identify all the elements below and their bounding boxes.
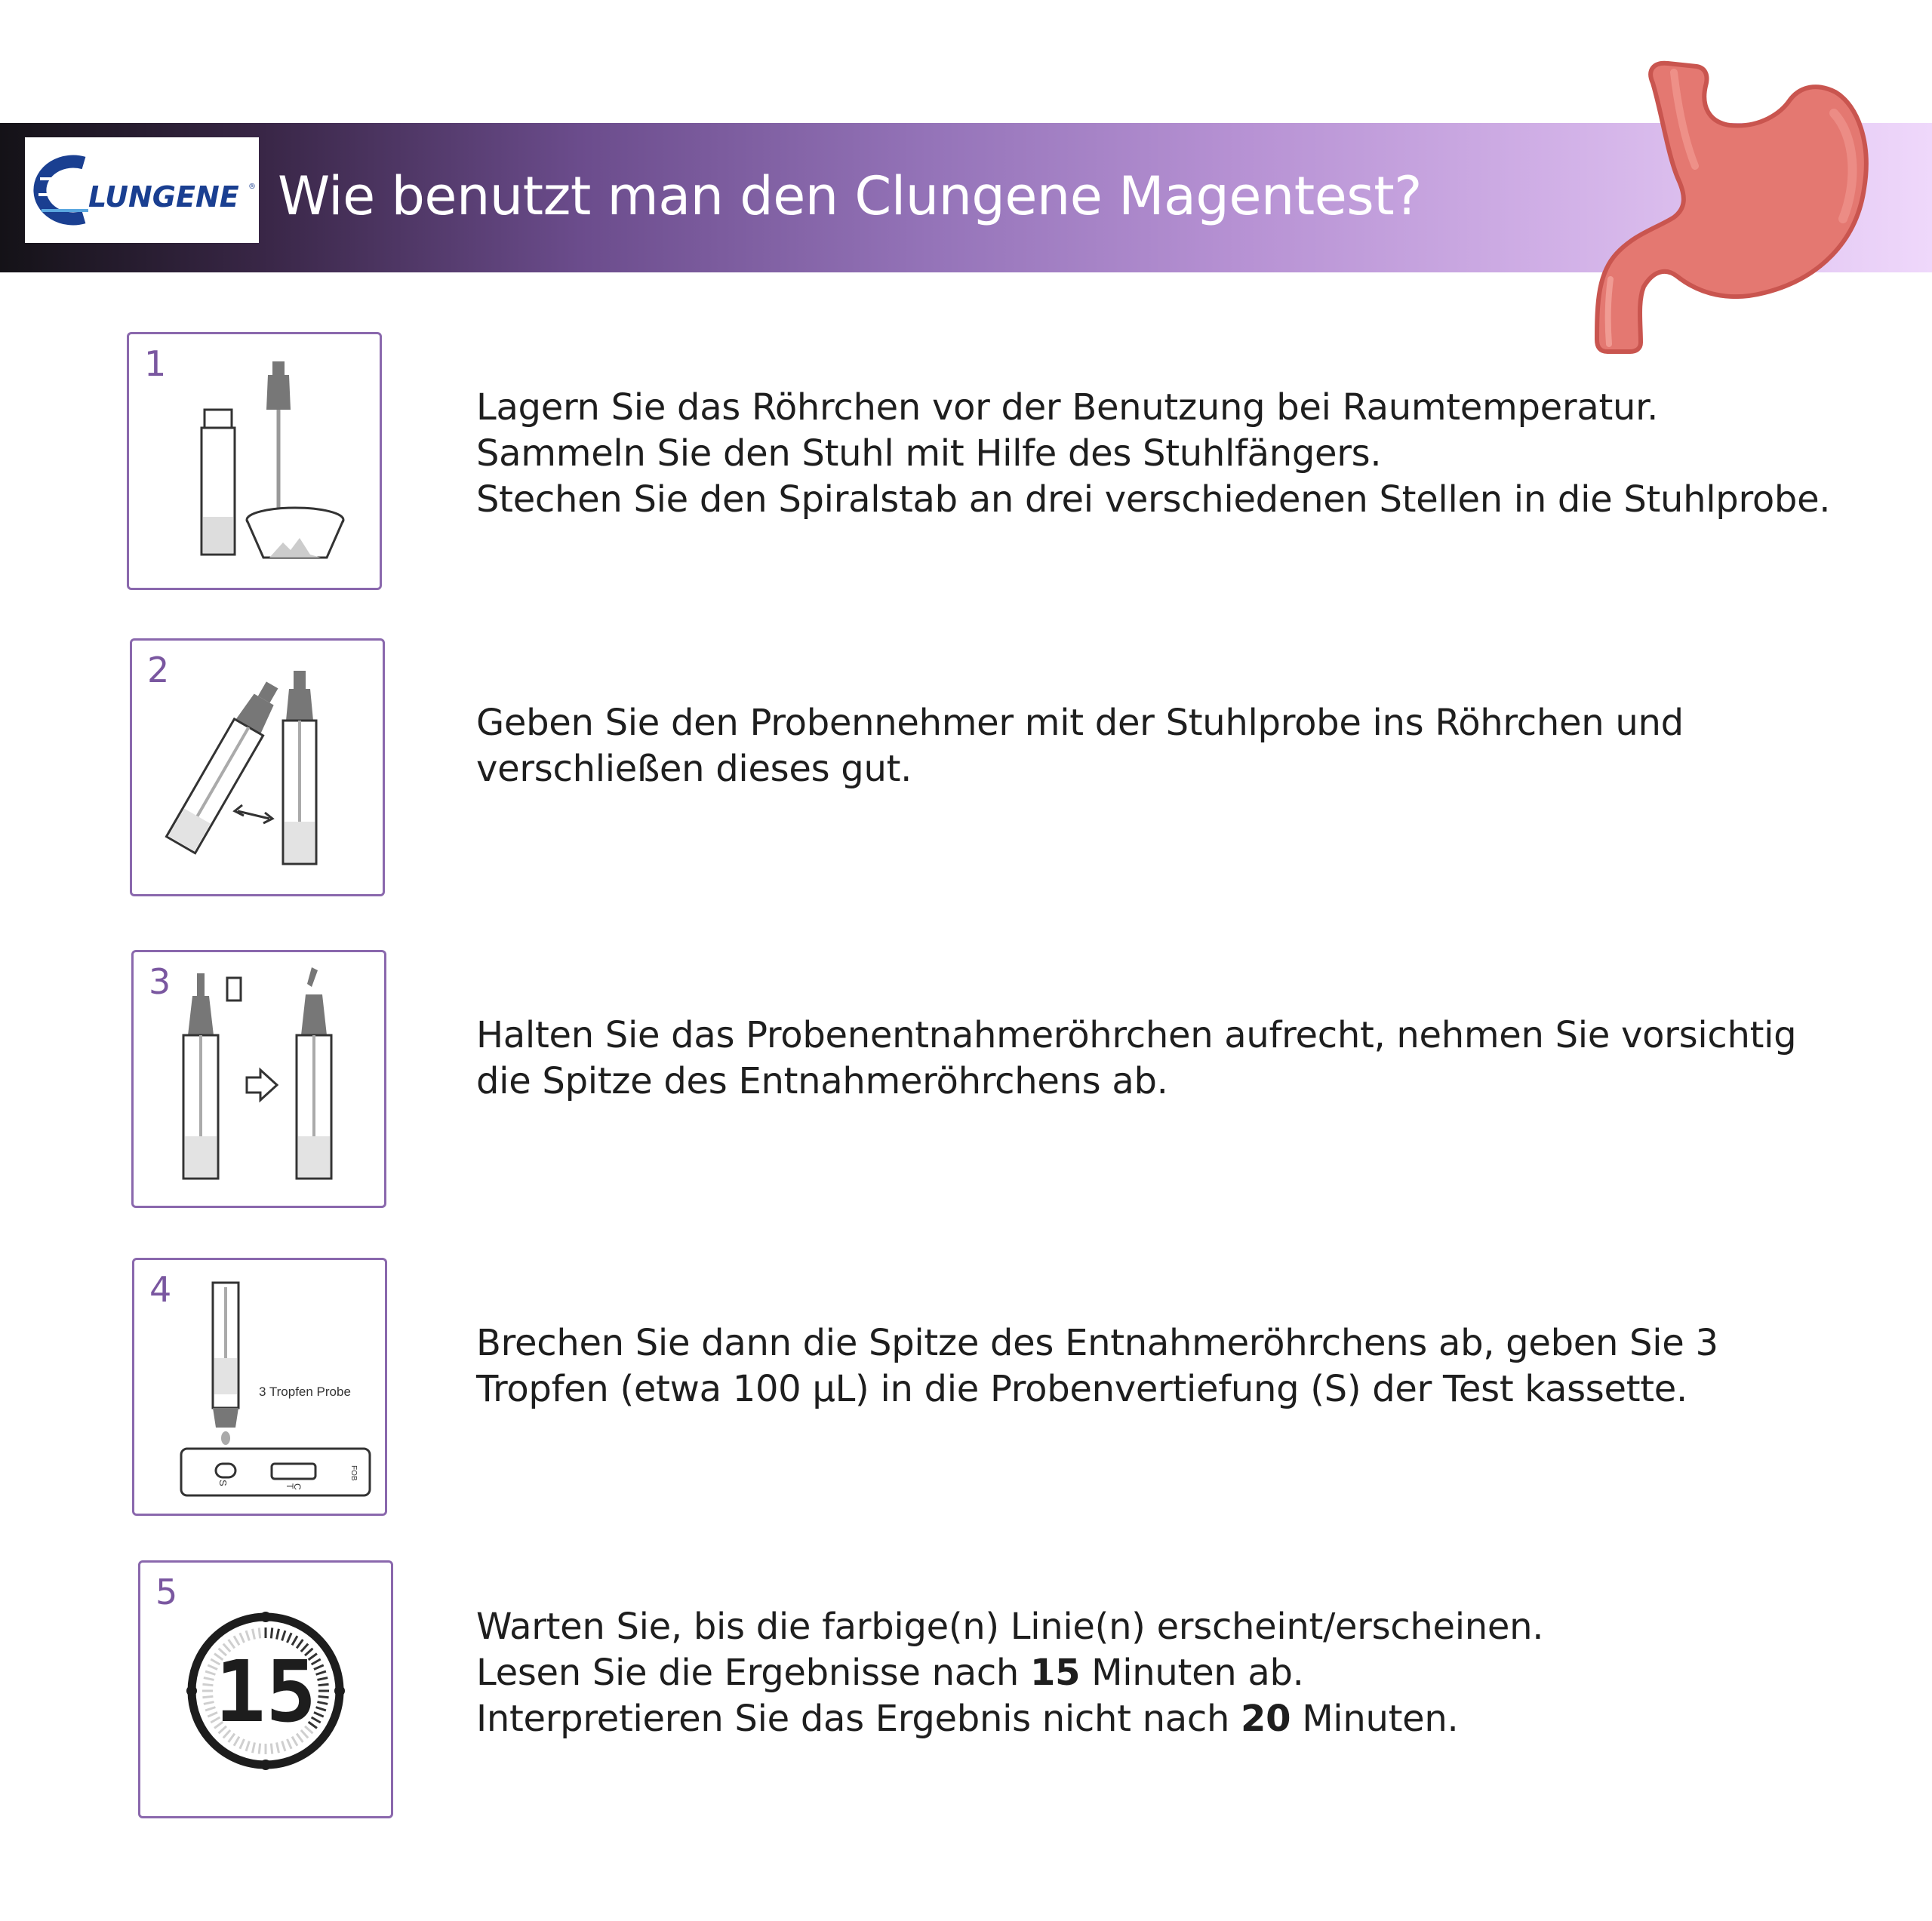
- step-number: 4: [149, 1269, 172, 1310]
- logo-text: LUNGENE: [88, 180, 239, 214]
- timer-marker: [260, 1612, 271, 1622]
- timer-tick: [259, 1627, 260, 1638]
- step-2-text: Geben Sie den Probennehmer mit der Stuhlprobe ins Röhrchen und verschließen dieses gut.: [476, 702, 1684, 790]
- timer-tick: [271, 1627, 272, 1638]
- step-3-text: Halten Sie das Probenentnahmeröhrchen aufrecht, nehmen Sie vorsichtig die Spitze des Entnahmeröhrchens ab.: [476, 1014, 1797, 1102]
- timer-tick: [271, 1744, 272, 1754]
- step-number: 3: [149, 961, 171, 1002]
- svg-text:®: ®: [248, 183, 256, 191]
- apply-drops-icon: [134, 1260, 385, 1514]
- remove-tip-icon: [134, 952, 384, 1206]
- max-time: 20: [1241, 1698, 1291, 1740]
- step-1-text: Lagern Sie das Röhrchen vor der Benutzung bei Raumtemperatur. Sammeln Sie den Stuhl mit Hilfe des Stuhlfängers. Stechen Sie den Spiralstab an drei verschiedenen Stellen in die Stuhlprobe.: [476, 386, 1831, 521]
- timer-marker: [186, 1686, 197, 1696]
- step-4-illustration: [132, 1258, 387, 1516]
- timer-marker: [334, 1686, 345, 1696]
- read-time: 15: [1030, 1652, 1081, 1694]
- test-line-label: T: [285, 1483, 295, 1489]
- logo-mark-icon: [25, 137, 259, 243]
- clungene-logo: [25, 137, 259, 243]
- timer-tick: [202, 1696, 213, 1697]
- control-line-label: C: [292, 1483, 303, 1490]
- timer-marker: [260, 1760, 271, 1770]
- step-2-illustration: [130, 638, 385, 896]
- step-1-illustration: [127, 332, 382, 590]
- step-4-text: Brechen Sie dann die Spitze des Entnahmeröhrchens ab, geben Sie 3 Tropfen (etwa 100 µL) in die Probenvertiefung (S) der Test kassette.: [476, 1322, 1718, 1410]
- sample-well-label: S: [217, 1480, 229, 1486]
- drops-label: 3 Tropfen Probe: [259, 1385, 351, 1399]
- step-number: 2: [147, 650, 170, 690]
- timer-tick: [318, 1696, 329, 1697]
- step-5-illustration: [138, 1560, 393, 1818]
- tube-and-collector-icon: [129, 334, 380, 588]
- cassette-label: FOB: [349, 1465, 358, 1481]
- stomach-icon: [1562, 53, 1879, 355]
- step-number: 5: [155, 1572, 178, 1612]
- page-title: Wie benutzt man den Clungene Magentest?: [278, 165, 1422, 227]
- timer-tick: [202, 1684, 213, 1685]
- timer-value: 15: [214, 1643, 317, 1741]
- step-3-illustration: [131, 950, 386, 1208]
- insert-sampler-icon: [132, 641, 383, 894]
- timer-tick: [259, 1744, 260, 1754]
- timer-tick: [318, 1684, 329, 1685]
- step-5-text: Warten Sie, bis die farbige(n) Linie(n) erscheint/erscheinen. Lesen Sie die Ergebnisse nach 15 Minuten ab. Interpretieren Sie das Ergebnis nicht nach 20 Minuten.: [476, 1606, 1544, 1740]
- timer-icon: [140, 1563, 391, 1816]
- step-number: 1: [144, 343, 167, 384]
